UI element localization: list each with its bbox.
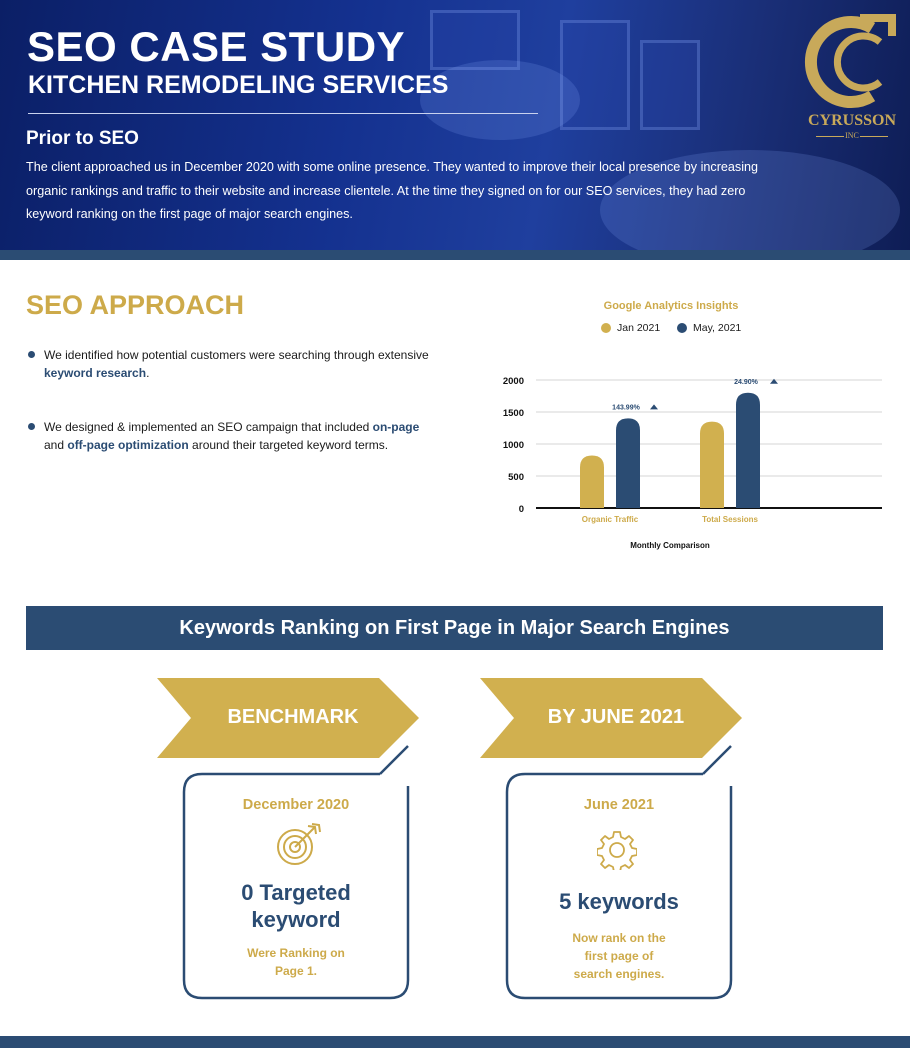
logo-suffix: INC bbox=[845, 131, 859, 140]
legend-item-may bbox=[677, 322, 741, 334]
bullet-highlight: off-page optimization bbox=[67, 438, 189, 452]
legend-label: Jan 2021 bbox=[617, 322, 661, 334]
header-band bbox=[0, 250, 910, 260]
benchmark-main-line: 0 Targeted bbox=[241, 880, 351, 905]
bar-may-0 bbox=[616, 418, 640, 508]
background-window bbox=[640, 40, 700, 130]
legend-swatch bbox=[677, 323, 687, 333]
y-tick-label: 2000 bbox=[502, 376, 524, 387]
benchmark-note-line: Were Ranking on bbox=[247, 946, 345, 960]
bullet-text: We identified how potential customers were searching through extensive bbox=[44, 348, 429, 362]
bullet-text: and bbox=[44, 438, 68, 452]
target-icon bbox=[275, 822, 323, 868]
prior-heading: Prior to SEO bbox=[26, 128, 139, 149]
june-note bbox=[507, 929, 731, 983]
approach-bullet-1 bbox=[28, 346, 438, 382]
june-main: 5 keywords bbox=[559, 889, 679, 914]
bar-jan-1 bbox=[700, 422, 724, 508]
company-logo bbox=[800, 10, 904, 140]
footer-band bbox=[0, 1036, 910, 1048]
june-label: BY JUNE 2021 bbox=[547, 706, 685, 728]
y-tick-label: 1500 bbox=[502, 408, 524, 419]
legend-label: May, 2021 bbox=[693, 322, 742, 334]
chart-title: Google Analytics Insights bbox=[603, 300, 739, 312]
bar-jan-0 bbox=[580, 456, 604, 508]
approach-bullet-2 bbox=[28, 418, 438, 454]
prior-body: The client approached us in December 2020 with some online presence. They wanted to improve their local presence by increasing organic rankings and traffic to their website and increase clientele. At the time they signed on for our SEO services, they had zero keyword ranking on the first page of major search engines. bbox=[26, 160, 759, 221]
bar-may-1 bbox=[736, 393, 760, 508]
logo-c-icon bbox=[800, 10, 904, 114]
gear-icon bbox=[597, 830, 637, 870]
bullet-highlight: keyword research bbox=[44, 366, 147, 380]
x-tick-label: Total Sessions bbox=[702, 515, 758, 524]
benchmark-note-line: Page 1. bbox=[274, 964, 318, 978]
y-tick-label: 500 bbox=[508, 472, 524, 483]
title-divider bbox=[28, 113, 538, 114]
june-note-line: first page of bbox=[584, 949, 654, 963]
legend-swatch bbox=[601, 323, 611, 333]
benchmark-main bbox=[184, 879, 408, 933]
benchmark-note bbox=[184, 944, 408, 980]
benchmark-main-line: keyword bbox=[251, 907, 341, 932]
up-arrow-icon bbox=[650, 404, 658, 409]
growth-annotation: 143.99% bbox=[612, 404, 640, 412]
growth-annotation: 24.90% bbox=[734, 378, 758, 386]
approach-title: SEO APPROACH bbox=[26, 290, 245, 320]
x-axis-label: Monthly Comparison bbox=[630, 541, 710, 550]
x-tick-label: Organic Traffic bbox=[581, 515, 639, 524]
logo-wordmark: CYRUSSON bbox=[807, 112, 896, 129]
keywords-banner: Keywords Ranking on First Page in Major Search Engines bbox=[26, 606, 883, 650]
benchmark-label: BENCHMARK bbox=[227, 706, 359, 728]
june-note-line: Now rank on the bbox=[572, 931, 666, 945]
bullet-highlight: on-page bbox=[372, 420, 420, 434]
bullet-text: We designed & implemented an SEO campaign that included bbox=[44, 420, 373, 434]
y-tick-label: 0 bbox=[518, 504, 524, 515]
june-date: June 2021 bbox=[583, 797, 655, 813]
y-tick-label: 1000 bbox=[502, 440, 524, 451]
logo-rule-right bbox=[860, 136, 888, 137]
june-note-line: search engines. bbox=[573, 967, 665, 981]
bullet-dot bbox=[28, 423, 35, 430]
bullet-dot bbox=[28, 351, 35, 358]
bar-chart bbox=[490, 370, 890, 560]
bullet-text: around their targeted keyword terms. bbox=[188, 438, 389, 452]
legend-item-jan bbox=[601, 322, 660, 334]
page-title: SEO CASE STUDY bbox=[27, 23, 406, 70]
bullet-text: . bbox=[146, 366, 150, 380]
hero-header bbox=[0, 0, 910, 250]
page-subtitle: KITCHEN REMODELING SERVICES bbox=[28, 71, 449, 99]
benchmark-date: December 2020 bbox=[242, 797, 350, 813]
